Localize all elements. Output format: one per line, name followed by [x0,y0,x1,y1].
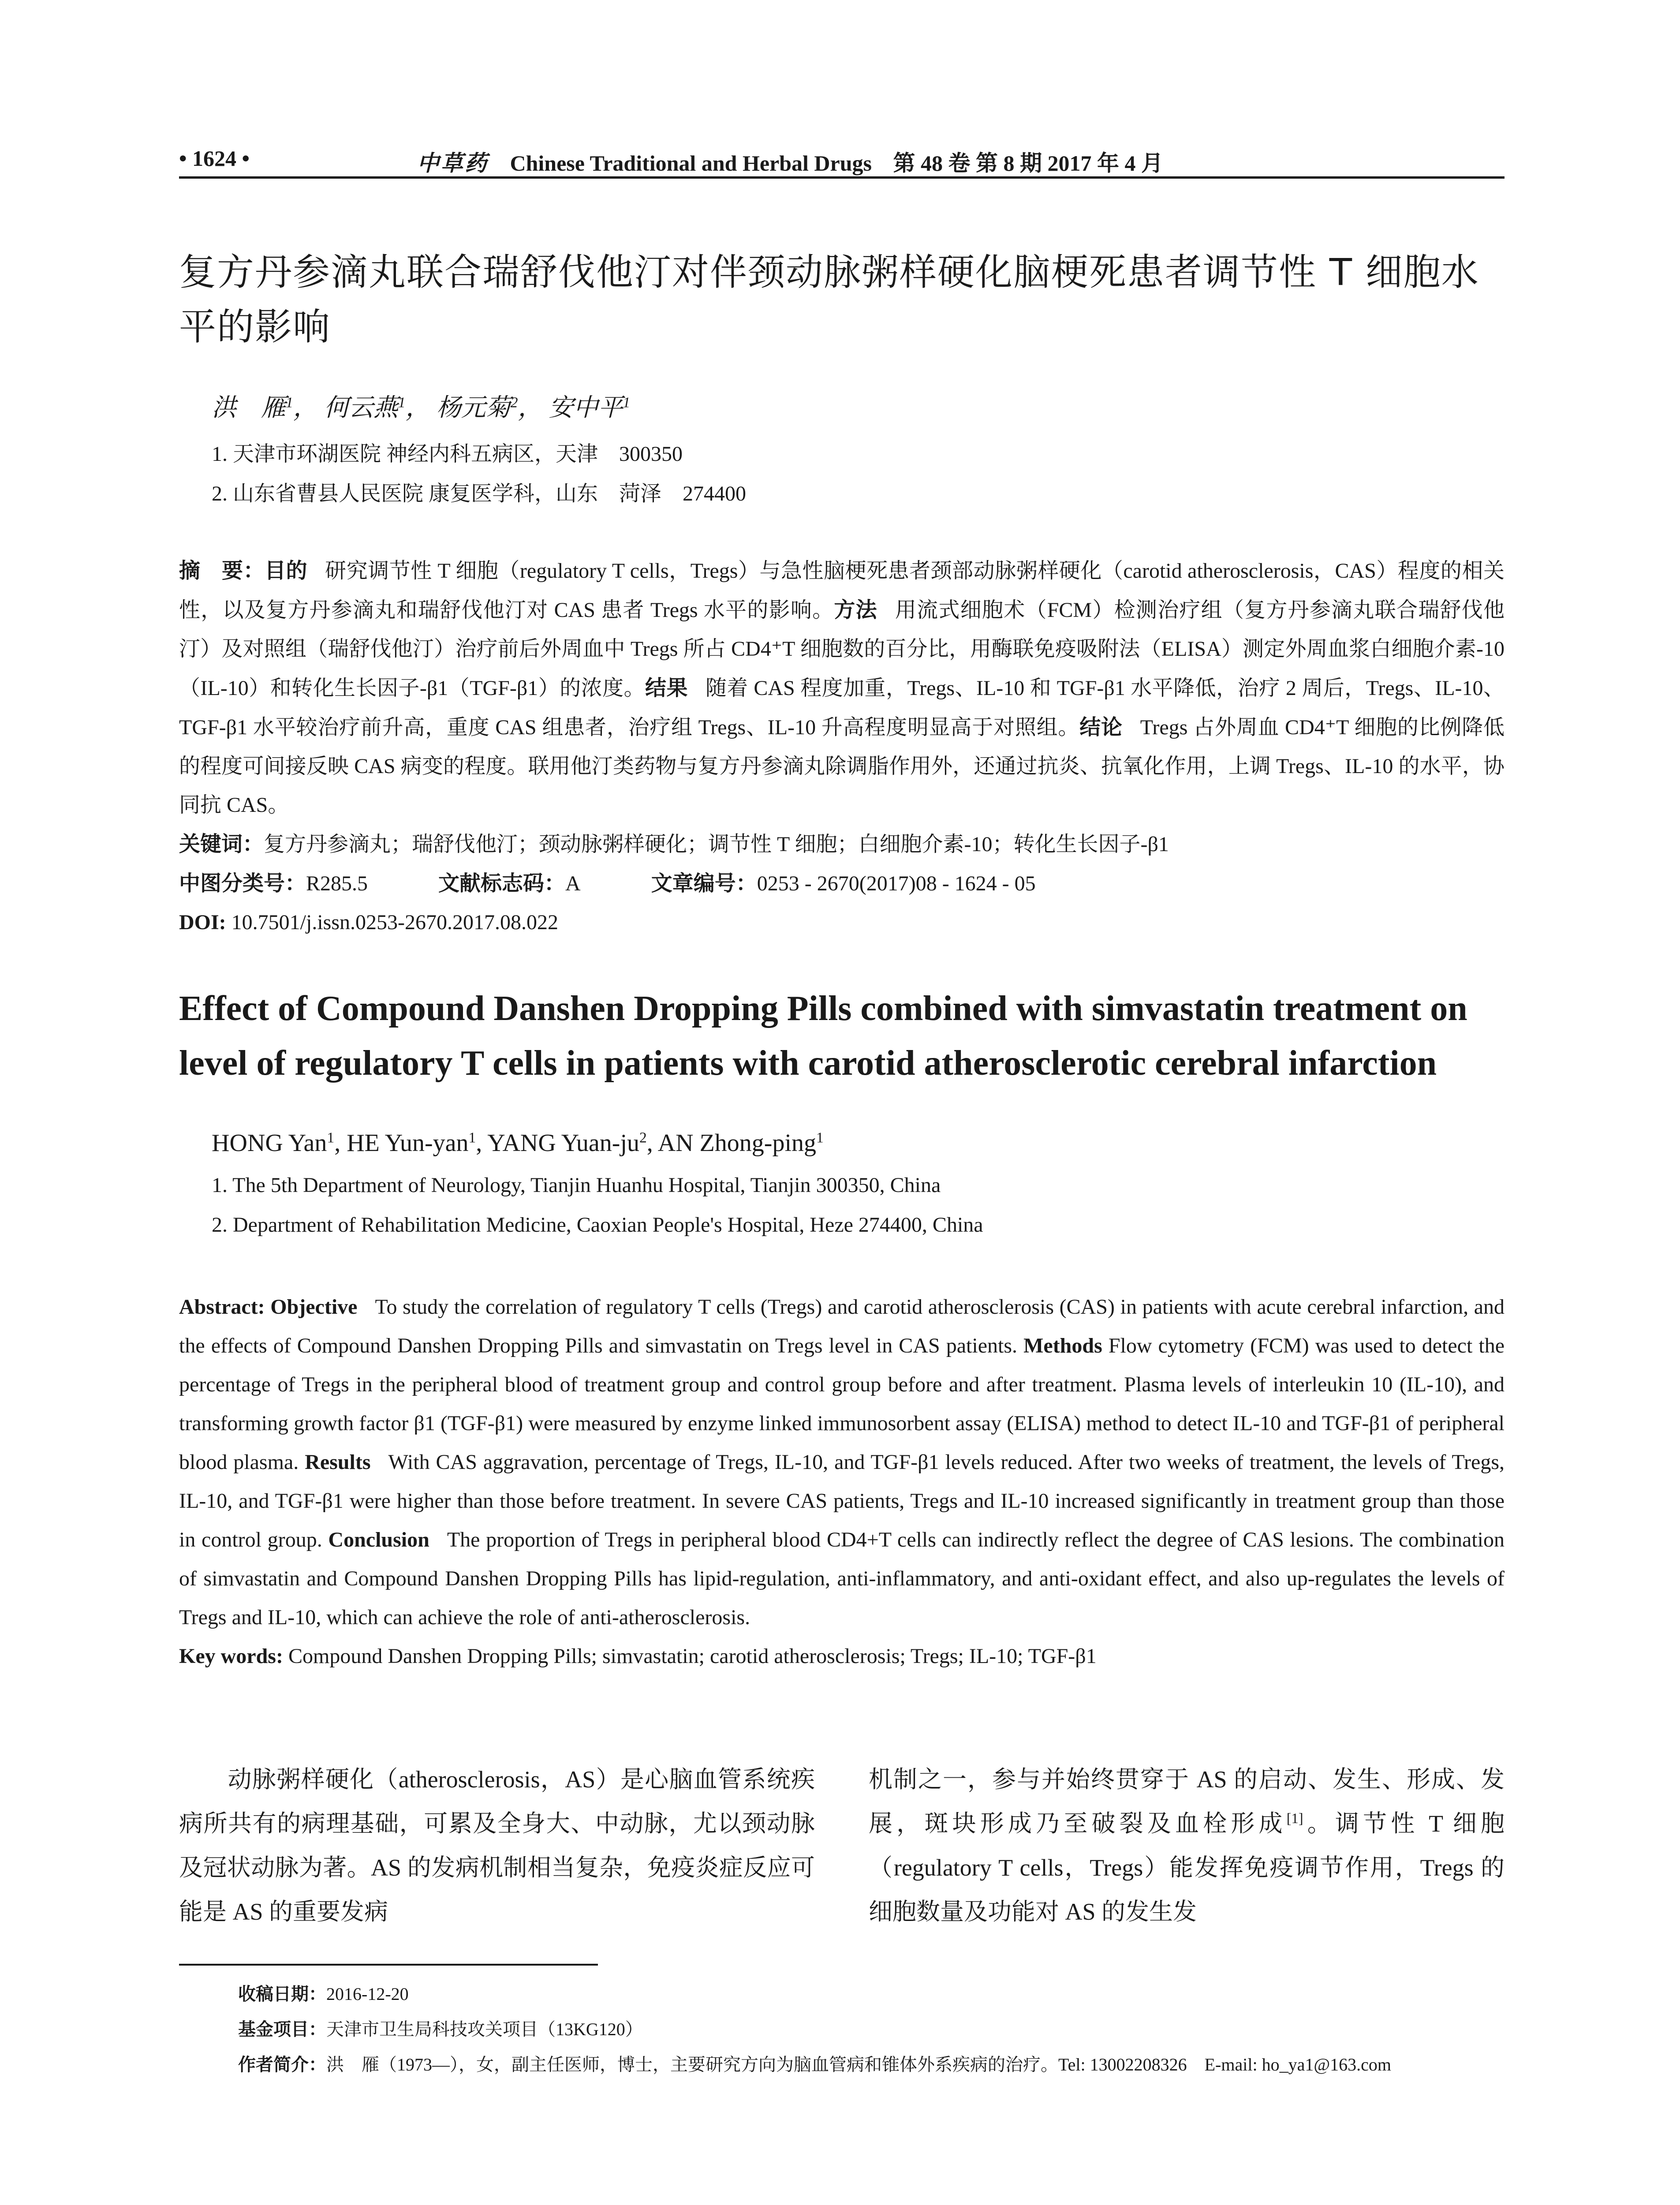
classification-line [179,864,1505,903]
author-affil-mark: 1 [816,1129,824,1146]
author-affil-mark: 2 [510,394,518,411]
doi-label: DOI: [179,911,226,934]
author-en: HONG Yan [212,1129,327,1157]
author-cn: 杨元菊 [436,394,511,422]
running-header [179,146,1505,181]
footnote-author [238,2051,1391,2076]
affiliation-en-1: 1. The 5th Department of Neurology, Tianjin Huanhu Hospital, Tianjin 300350, China [212,1174,941,1197]
keywords-text-cn: 复方丹参滴丸；瑞舒伐他汀；颈动脉粥样硬化；调节性 T 细胞；白细胞介素-10；转化生长因子-β1 [264,833,1169,856]
footnote-rule [179,1964,598,1966]
received-date: 2016-12-20 [326,1984,409,2004]
page-number: • 1624 • [179,146,250,171]
citation-ref: [1] [1286,1811,1303,1827]
abstract-en-label: Abstract: [179,1295,265,1319]
received-label: 收稿日期： [238,1984,326,2004]
author-affil-mark: 1 [468,1129,476,1146]
abstract-en-body [179,1288,1505,1637]
authors-cn: 洪 雁$^1$， 何云燕$^1$， 杨元菊$^2$， 安中平$^1$ [212,394,631,422]
author-cn: 洪 雁 [212,394,286,422]
conclusion-text-cn: Tregs 占外周血 CD4⁺T 细胞的比例降低的程度可间接反映 CAS 病变的程度。联用他汀类药物与复方丹参滴丸除调脂作用外，还通过抗炎、抗氧化作用，上调 Tregs、IL-10 的水平，协同抗 CAS。 [179,716,1505,817]
title-en: Effect of Compound Danshen Dropping Pills combined with simvastatin treatment on level of regulatory T cells in patients with carotid atherosclerotic cerebral infarction [179,989,1467,1083]
author-affil-mark: 1 [623,394,631,411]
conclusion-label-en: Conclusion [328,1528,429,1551]
doi-value: 10.7501/j.issn.0253-2670.2017.08.022 [231,911,559,934]
author-cn: 安中平 [549,394,623,422]
author-en: AN Zhong-ping [657,1129,817,1157]
results-text-cn: 随着 CAS 程度加重，Tregs、IL-10 和 TGF-β1 水平降低，治疗 2 周后，Tregs、IL-10、TGF-β1 水平较治疗前升高，重度 CAS 组患者，治疗组 Tregs、IL-10 升高程度明显高于对照组。 [179,676,1505,739]
methods-text-cn: 用流式细胞术（FCM）检测治疗组（复方丹参滴丸联合瑞舒伐他汀）及对照组（瑞舒伐他汀）治疗前后外周血中 Tregs 所占 CD4⁺T 细胞数的百分比，用酶联免疫吸附法（ELISA）测定外周血浆白细胞介素-10（IL-10）和转化生长因子-β1（TGF-β1）的浓度。 [179,598,1505,700]
affiliation-cn-2: 2. 山东省曹县人民医院 康复医学科，山东 菏泽 274400 [212,482,747,505]
keywords-cn [179,825,1505,864]
abstract-cn-body [179,551,1505,825]
objective-text-en: To study the correlation of regulatory T cells (Tregs) and carotid atherosclerosis (CAS) in patients with acute cerebral infarction, and the effects of Compound Danshen Dropping Pills and simvastatin on Tregs level in CAS patients. [179,1295,1505,1357]
fund-label: 基金项目： [238,2019,326,2040]
keywords-en [179,1637,1505,1676]
title-cn: 复方丹参滴丸联合瑞舒伐他汀对伴颈动脉粥样硬化脑梗死患者调节性 T 细胞水平的影响 [179,250,1479,348]
methods-text-en: Flow cytometry (FCM) was used to detect the percentage of Tregs in the peripheral blood of treatment group and control group before and after treatment. Plasma levels of interleukin 10 (IL-10), and transforming growth factor β1 (TGF-β1) were measured by enzyme linked immunosorbent assay (ELISA) method to detect IL-10 and TGF-β1 of peripheral blood plasma. [179,1334,1505,1474]
articleno-label: 文章编号： [651,871,757,896]
affiliation-cn-1: 1. 天津市环湖医院 神经内科五病区，天津 300350 [212,442,683,466]
objective-label-cn: 目的 [265,558,308,583]
doccode-label: 文献标志码： [438,871,566,896]
issue-info: 第 48 卷 第 8 期 2017 年 4 月 [893,151,1163,176]
authors-en: HONG Yan$^1$, HE Yun-yan$^1$, YANG Yuan-$ju^2$, AN Zhong-ping$^1$ [212,1129,824,1157]
author-affil-mark: 1 [286,394,293,411]
doccode-value: A [565,872,581,895]
keywords-label-cn: 关键词： [179,832,264,856]
body-column-right [869,1757,1505,1934]
abstract-en [179,1288,1505,1676]
author-bio-text: 洪 雁（1973—），女，副主任医师，博士，主要研究方向为脑血管病和锥体外系疾病的治疗。Tel: 13002208326 E-mail: ho_ya1@163.com [326,2055,1392,2074]
author-en: YANG Yuan-ju [487,1129,639,1157]
clc-label: 中图分类号： [179,871,306,896]
results-text-en: With CAS aggravation, percentage of Tregs, IL-10, and TGF-β1 levels reduced. After two weeks of treatment, the levels of Tregs, IL-10, and TGF-β1 were higher than those before treatment. In severe CAS patients, Tregs and IL-10 increased significantly in treatment group than those in control group. [179,1450,1505,1551]
conclusion-text-en: The proportion of Tregs in peripheral blood CD4+T cells can indirectly reflect the degree of CAS lesions. The combination of simvastatin and Compound Danshen Dropping Pills has lipid-regulation, anti-inflammatory, and anti-oxidant effect, and also up-regulates the levels of Tregs and IL-10, which can achieve the role of anti-atherosclerosis. [179,1528,1505,1629]
articleno-value: 0253 - 2670(2017)08 - 1624 - 05 [757,872,1036,895]
body-column-left: 动脉粥样硬化（atherosclerosis，AS）是心脑血管系统疾病所共有的病理基础，可累及全身大、中动脉，尤以颈动脉及冠状动脉为著。AS 的发病机制相当复杂，免疫炎症反应可能是 AS 的重要发病 [179,1766,815,1925]
footnote-fund [238,2015,643,2041]
author-en: HE Yun-yan [347,1129,469,1157]
clc-value: R285.5 [306,872,368,895]
author-cn: 何云燕 [324,394,398,422]
methods-label-cn: 方法 [834,598,877,622]
author-affil-mark: 1 [327,1129,335,1146]
methods-label-en: Methods [1023,1334,1102,1357]
fund-text: 天津市卫生局科技攻关项目（13KG120） [326,2019,643,2039]
author-bio-label: 作者简介： [238,2055,326,2075]
conclusion-label-cn: 结论 [1079,715,1123,740]
abstract-cn-label: 摘 要： [179,558,265,583]
footnote-received [238,1980,409,2005]
journal-line [417,146,1163,177]
body-text: 。调节性 T 细胞（regulatory T cells，Tregs）能发挥免疫调节作用，Tregs 的细胞数量及功能对 AS 的发生发 [869,1810,1505,1925]
author-affil-mark: 2 [639,1129,647,1146]
keywords-text-en: Compound Danshen Dropping Pills; simvastatin; carotid atherosclerosis; Tregs; IL-10; TGF-β1 [288,1644,1097,1668]
abstract-cn [179,551,1505,942]
keywords-label-en: Key words: [179,1644,283,1668]
author-affil-mark: 1 [398,394,406,411]
results-label-en: Results [305,1450,371,1474]
results-label-cn: 结果 [645,676,688,700]
journal-logo-cn: 中草药 [417,151,489,176]
objective-text-cn: 研究调节性 T 细胞（regulatory T cells，Tregs）与急性脑梗死患者颈部动脉粥样硬化（carotid atherosclerosis，CAS）程度的相关性，以及复方丹参滴丸和瑞舒伐他汀对 CAS 患者 Tregs 水平的影响。 [179,559,1505,622]
objective-label-en: Objective [270,1295,358,1319]
doi-line [179,903,1505,942]
header-rule [179,176,1505,179]
journal-name-en: Chinese Traditional and Herbal Drugs [510,151,872,176]
body-text: 机制之一，参与并始终贯穿于 AS 的启动、发生、形成、发展，斑块形成乃至破裂及血栓形成 [869,1766,1505,1837]
affiliation-en-2: 2. Department of Rehabilitation Medicine, Caoxian People's Hospital, Heze 274400, China [212,1213,983,1237]
